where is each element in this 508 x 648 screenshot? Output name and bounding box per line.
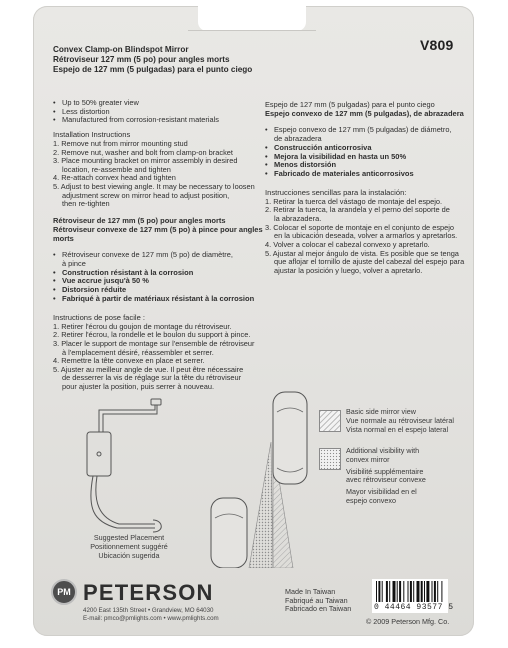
feature-item: • Espejo convexo de 127 mm (5 pulgadas) de diámetro,: [265, 126, 464, 135]
instruction-step: 2. Retirer l'écrou, la rondelle et le boulon du support à pince.: [53, 330, 251, 340]
instruction-step: en la ubicación deseada, volver a armarlos y apretarlos.: [274, 231, 458, 241]
french-title: Rétroviseur de 127 mm (5 po) pour angles morts: [53, 216, 226, 225]
barcode-bar: [399, 581, 401, 602]
feature-item: • Fabricado de materiales anticorrosivos: [265, 170, 464, 179]
hang-hole-edge: [188, 30, 316, 31]
french-title: Rétroviseur convexe de 127 mm (5 po) à pince pour angles: [53, 224, 263, 234]
english-section: [53, 99, 255, 209]
instruction-step: 1. Remove nut from mirror mounting stud: [53, 138, 188, 148]
spanish-title: Espejo convexo de 127 mm (5 pulgadas), de abrazadera: [265, 108, 464, 118]
placement-label-en: Suggested Placement: [93, 533, 165, 542]
barcode-bar: [424, 581, 425, 602]
barcode-bar: [382, 581, 383, 602]
mirror-placement-diagram: [73, 398, 173, 548]
barcode-bar: [397, 581, 398, 602]
spanish-title: Espejo de 127 mm (5 pulgadas) para el punto ciego: [265, 100, 435, 109]
instruction-step: location, re-assemble and tighten: [62, 164, 171, 174]
barcode-bar: [417, 581, 420, 602]
additional-view-es-2: espejo convexo: [346, 495, 396, 505]
instruction-step: 1. Retirar la tuerca del vástago de montaje del espejo.: [265, 196, 443, 206]
additional-view-legend: [346, 447, 426, 506]
instructions-heading: Instructions de pose facile :: [53, 312, 146, 322]
barcode-bar: [378, 581, 380, 602]
instruction-step: 2. Retirar la tuerca, la arandela y el perno del soporte de: [265, 205, 450, 215]
feature-item: de abrazadera: [274, 134, 322, 144]
instruction-step: 3. Colocar el soporte de montaje en el conjunto de espejo: [265, 222, 454, 232]
feature-item: • Rétroviseur convexe de 127 mm (5 po) de diamètre,: [53, 251, 263, 260]
instructions-heading: Installation Instructions: [53, 129, 131, 139]
feature-item: • Construction résistant à la corrosion: [53, 269, 263, 278]
additional-view-en-2: convex mirror: [346, 454, 390, 464]
title-french: Rétroviseur 127 mm (5 po) pour angles morts: [53, 55, 230, 64]
instruction-step: à l'emplacement désiré, réassembler et serrer.: [62, 347, 214, 357]
instruction-step: 3. Placer le support de montage sur l'ensemble de rétroviseur: [53, 338, 255, 348]
made-in-fr: Fabriqué au Taiwan: [285, 595, 348, 605]
french-section: [53, 217, 263, 392]
instruction-step: 3. Place mounting bracket on mirror assembly in desired: [53, 156, 238, 166]
instruction-step: adjustment screw on mirror head to adjust position,: [62, 190, 230, 200]
instruction-step: pour ajuster la position, puis serrer à nouveau.: [62, 382, 215, 392]
barcode-bar: [421, 581, 423, 602]
barcode-bar: [432, 581, 433, 602]
barcode-digits: 0 44464 93577 5: [374, 603, 454, 612]
upc-barcode: [372, 579, 454, 613]
feature-item: à pince: [62, 258, 86, 268]
barcode-bar: [437, 581, 438, 602]
additional-view-en-1: Additional visibility with: [346, 446, 420, 455]
feature-item: • Less distortion: [53, 108, 255, 117]
sku-number: V809: [420, 37, 454, 53]
instructions-heading: Instrucciones sencillas para la instalación:: [265, 187, 407, 197]
barcode-bar: [441, 581, 442, 602]
feature-item: • Construcción anticorrosiva: [265, 144, 464, 153]
basic-view-swatch: [319, 410, 341, 432]
placement-caption: [89, 534, 169, 560]
additional-view-es-1: Mayor visibilidad en el: [346, 487, 417, 497]
instruction-step: ajustar la posición y luego, volver a apretarlo.: [274, 265, 423, 275]
feature-item: • Distorsion réduite: [53, 286, 263, 295]
made-in-block: [285, 588, 351, 614]
made-in-en: Made In Taiwan: [285, 587, 336, 596]
instruction-step: de desserrer la vis de réglage sur la tête du rétroviseur: [62, 373, 242, 383]
feature-item: • Mejora la visibilidad en hasta un 50%: [265, 153, 464, 162]
instruction-step: then re-tighten: [62, 199, 110, 209]
placement-label-fr: Positionnement suggéré: [90, 541, 168, 551]
instruction-step: 4. Volver a colocar el cabezal convexo y apretarlo.: [265, 239, 430, 249]
barcode-bar: [408, 581, 409, 602]
instruction-step: que aflojar el tornillo de ajuste del cabezal del espejo para: [274, 257, 465, 267]
additional-view-swatch: [319, 448, 341, 470]
brand-name: PETERSON: [83, 580, 214, 605]
additional-view-fr-2: avec rétroviseur convexe: [346, 475, 426, 485]
brand-contact: E-mail: pmco@pmlights.com • www.pmlights.com: [83, 615, 219, 622]
brand-address: 4200 East 135th Street • Grandview, MO 64030: [83, 607, 214, 614]
instruction-step: 5. Ajustar al mejor ángulo de vista. Es posible que se tenga: [265, 248, 459, 258]
made-in-es: Fabricado en Taiwan: [285, 604, 352, 614]
barcode-bar: [434, 581, 436, 602]
basic-view-fr: Vue normale au rétroviseur latéral: [346, 415, 454, 425]
barcode-bar: [410, 581, 412, 602]
placement-label-es: Ubicación sugerida: [98, 550, 160, 560]
feature-item: • Manufactured from corrosion-resistant materials: [53, 116, 255, 125]
barcode-bar: [403, 581, 404, 602]
title-english: Convex Clamp-on Blindspot Mirror: [53, 45, 189, 54]
feature-item: • Up to 50% greater view: [53, 99, 255, 108]
spanish-section: [265, 101, 464, 276]
basic-view-legend: [346, 408, 454, 434]
basic-view-en: Basic side mirror view: [346, 407, 416, 416]
barcode-bars: [372, 579, 448, 603]
basic-view-es: Vista normal en el espejo lateral: [346, 424, 449, 434]
additional-view-fr-1: Visibilité supplémentaire: [346, 466, 424, 476]
barcode-bar: [426, 581, 429, 602]
blindspot-diagram: [201, 386, 311, 568]
peterson-logo-icon: PM: [51, 579, 77, 605]
copyright: © 2009 Peterson Mfg. Co.: [366, 617, 450, 626]
feature-item: • Menos distorsión: [265, 161, 464, 170]
instruction-step: 5. Ajuster au meilleur angle de vue. Il peut être nécessaire: [53, 364, 244, 374]
barcode-bar: [386, 581, 388, 602]
french-title: morts: [53, 233, 74, 243]
instruction-step: 1. Retirer l'écrou du goujon de montage du rétroviseur.: [53, 321, 232, 331]
package-card: [33, 6, 474, 636]
barcode-bar: [413, 581, 414, 602]
barcode-bar: [393, 581, 396, 602]
instruction-step: 2. Remove nut, washer and bolt from clamp-on bracket: [53, 147, 233, 157]
barcode-bar: [389, 581, 390, 602]
hang-hole: [198, 6, 306, 31]
instruction-step: 5. Adjust to best viewing angle. It may be necessary to loosen: [53, 182, 255, 192]
feature-item: • Fabriqué à partir de matériaux résistant à la corrosion: [53, 295, 263, 304]
barcode-bar: [376, 581, 377, 602]
feature-item: • Vue accrue jusqu'à 50 %: [53, 277, 263, 286]
instruction-step: 4. Re-attach convex head and tighten: [53, 173, 176, 183]
title-spanish: Espejo de 127 mm (5 pulgadas) para el punto ciego: [53, 65, 253, 74]
instruction-step: 4. Remettre la tête convexe en place et serrer.: [53, 356, 205, 366]
instruction-step: la abrazadera.: [274, 213, 322, 223]
